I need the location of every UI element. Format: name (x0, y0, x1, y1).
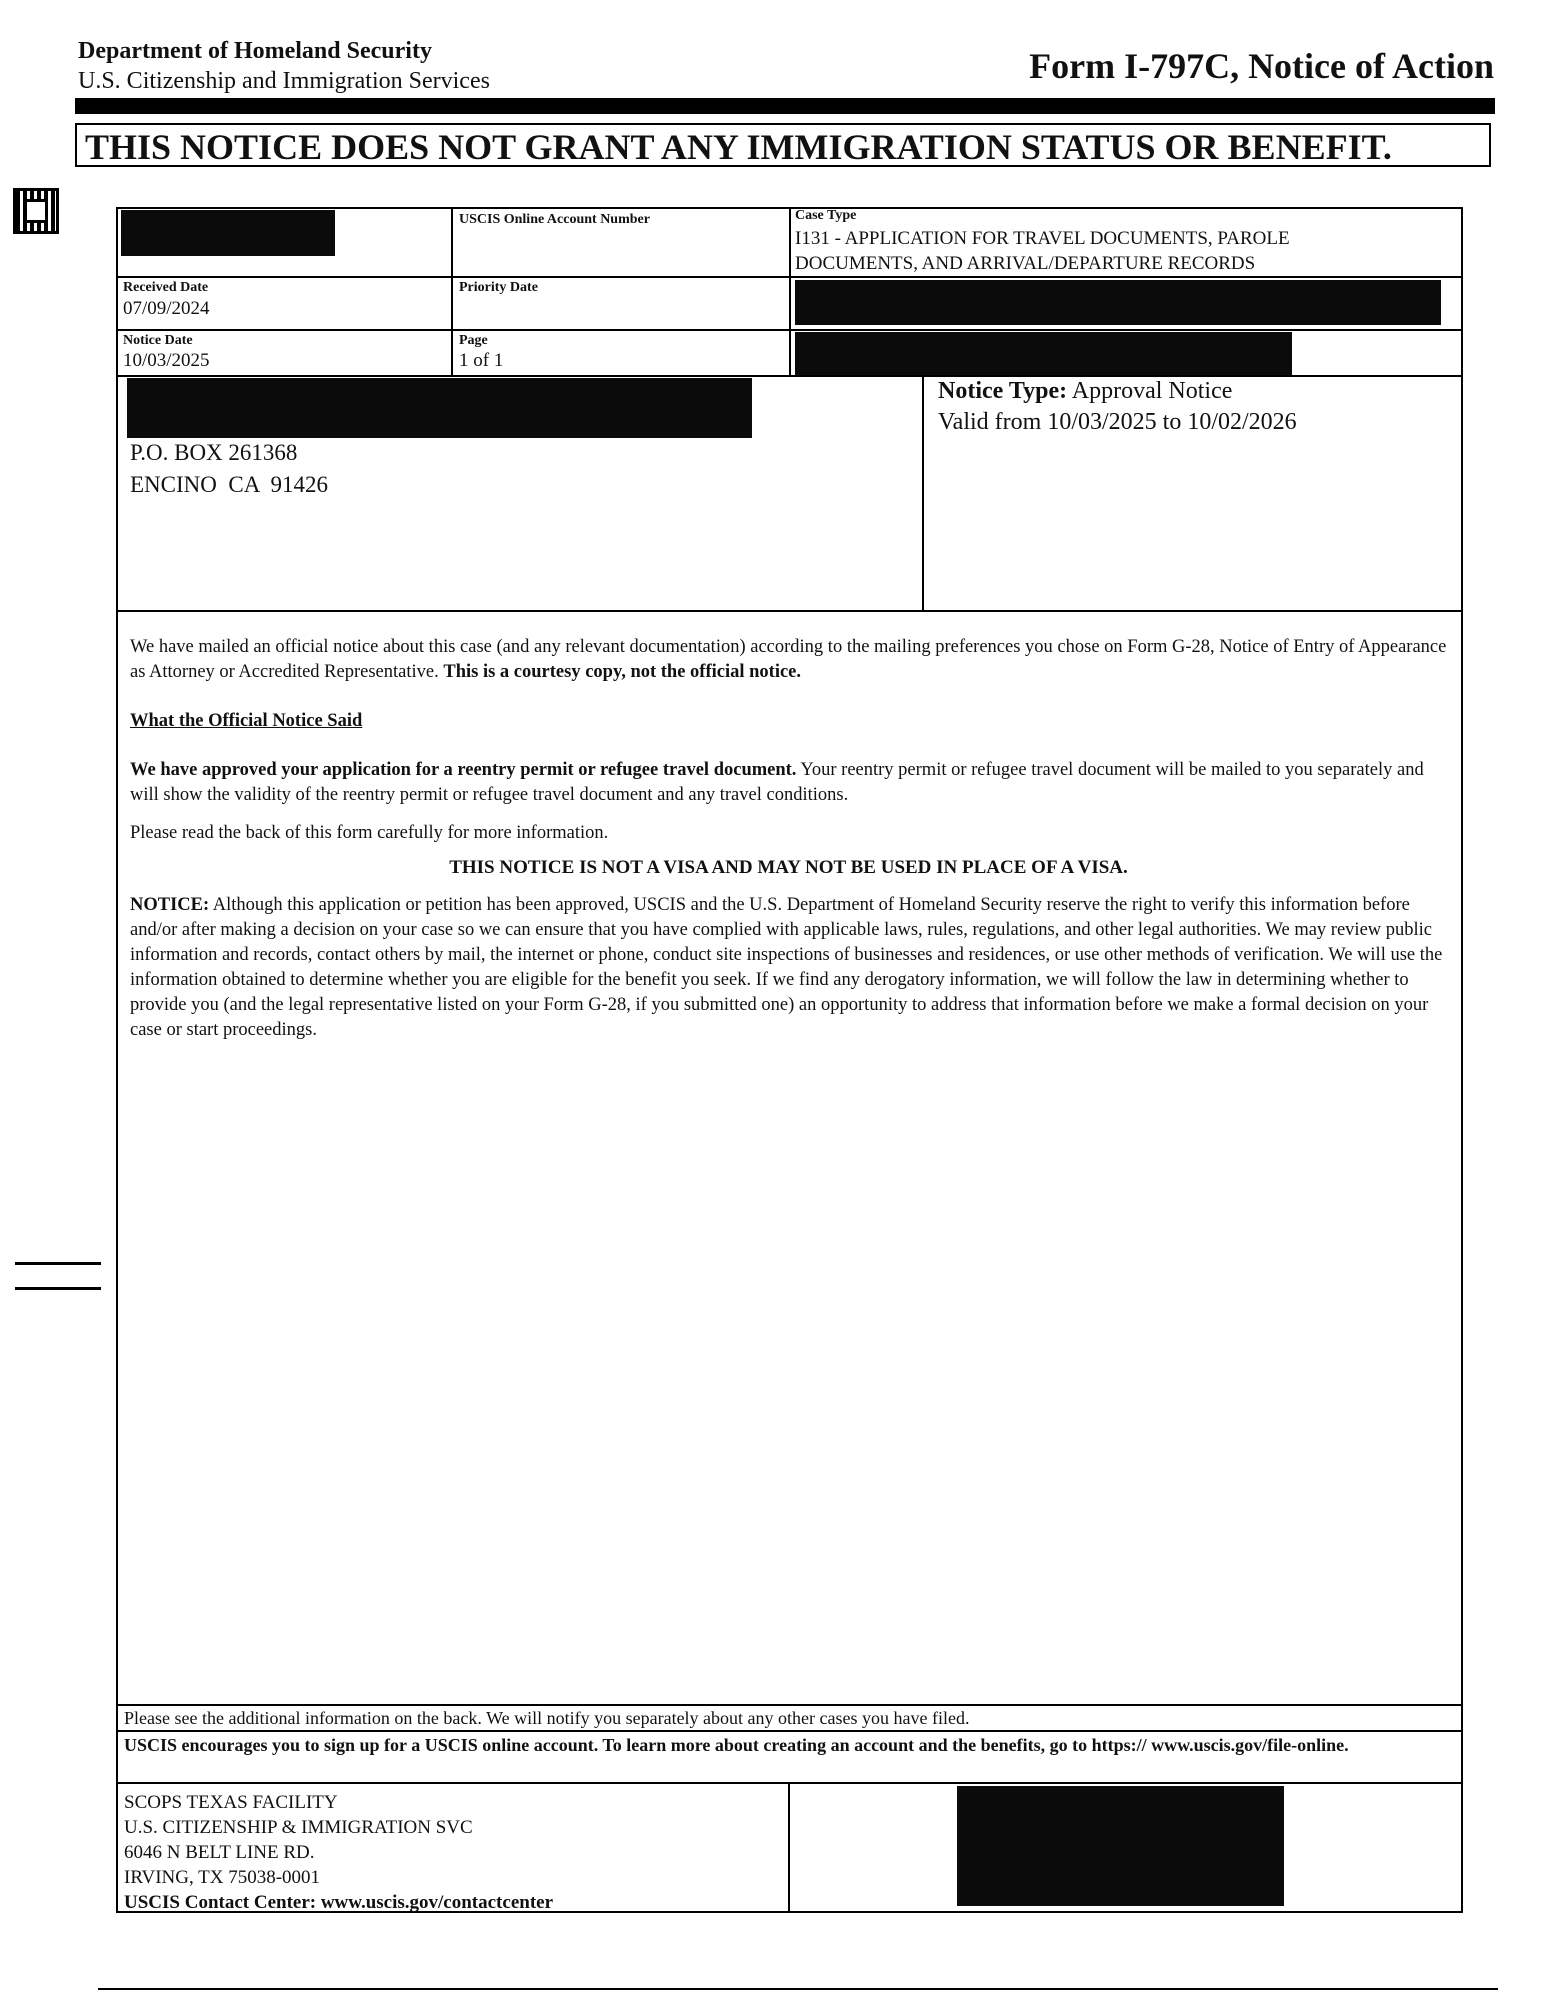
courtesy-copy-paragraph (130, 635, 1450, 685)
header-rule (75, 98, 1495, 114)
section-heading (130, 709, 1450, 734)
read-back-paragraph: Please read the back of this form carefully for more information. (130, 823, 609, 843)
additional-info-note: Please see the additional information on the back. We will notify you separately about any other cases you have filed. (124, 1708, 970, 1728)
grid-rule (116, 1730, 1463, 1732)
notice-type-label: Notice Type: (938, 378, 1068, 404)
grid-rule (451, 207, 453, 377)
redacted-recipient-name (127, 378, 752, 438)
scan-mark (15, 1262, 101, 1265)
office-line-2: U.S. CITIZENSHIP & IMMIGRATION SVC (124, 1817, 473, 1838)
priority-date-label: Priority Date (459, 280, 538, 295)
approval-bold: We have approved your application for a reentry permit or refugee travel document. (130, 760, 797, 780)
account-number-label: USCIS Online Account Number (459, 212, 650, 227)
redacted-field (795, 280, 1441, 325)
courtesy-copy-text: We have mailed an official notice about this case (and any relevant documentation) according to the mailing preferences you chose on Form G-28, Notice of Entry of Appearance as Attorney or Accredited Representative. (130, 637, 1447, 682)
visa-notice: THIS NOTICE IS NOT A VISA AND MAY NOT BE USED IN PLACE OF A VISA. (449, 857, 1128, 878)
grid-rule (116, 1704, 1463, 1706)
online-account-note: USCIS encourages you to sign up for a USCIS online account. To learn more about creating an account and the benefits, go to https:// www.uscis.gov/file-online. (124, 1735, 1349, 1755)
case-type-label: Case Type (795, 208, 857, 223)
approval-paragraph (130, 758, 1450, 808)
barcode-finder (24, 199, 48, 223)
verification-notice-label: NOTICE: (130, 895, 210, 915)
notice-type (938, 378, 1232, 405)
case-type-value: I131 - APPLICATION FOR TRAVEL DOCUMENTS, PAROLE DOCUMENTS, AND ARRIVAL/DEPARTURE RECORDS (795, 228, 1290, 274)
notice-date-value: 10/03/2025 (123, 350, 210, 371)
grid-rule (789, 207, 791, 377)
notice-frame (116, 207, 1463, 1913)
page-label: Page (459, 333, 488, 348)
office-line-1: SCOPS TEXAS FACILITY (124, 1792, 338, 1813)
redacted-receipt-number (121, 210, 335, 256)
grid-rule (116, 610, 1463, 612)
received-date-label: Received Date (123, 280, 209, 295)
barcode-icon (13, 188, 59, 234)
approval-text: Your reentry permit or refugee travel document will be mailed to you separately and will show the validity of the reentry permit or refugee travel document and any travel conditions. (130, 760, 1424, 805)
notice-date-label: Notice Date (123, 333, 193, 348)
contact-center: USCIS Contact Center: www.uscis.gov/contactcenter (124, 1892, 554, 1913)
redacted-field (795, 332, 1292, 375)
received-date-value: 07/09/2024 (123, 298, 210, 319)
courtesy-copy-bold: This is a courtesy copy, not the official notice. (443, 662, 802, 682)
verification-notice-paragraph (130, 893, 1450, 1043)
validity-period: Valid from 10/03/2025 to 10/02/2026 (938, 409, 1297, 435)
page-value: 1 of 1 (459, 350, 504, 371)
address-line-1: P.O. BOX 261368 (130, 440, 298, 465)
grid-rule (788, 1782, 790, 1913)
notice-type-value: Approval Notice (1071, 378, 1233, 404)
section-heading-text: What the Official Notice Said (130, 711, 363, 731)
office-line-4: IRVING, TX 75038-0001 (124, 1867, 321, 1888)
grid-rule (922, 375, 924, 612)
office-address (124, 1790, 553, 1915)
agency-name: Department of Homeland Security (78, 38, 432, 64)
form-title: Form I-797C, Notice of Action (1029, 46, 1494, 86)
status-warning-banner: THIS NOTICE DOES NOT GRANT ANY IMMIGRATION STATUS OR BENEFIT. (75, 123, 1491, 167)
redacted-barcode (957, 1786, 1284, 1906)
page-footer-rule (98, 1988, 1498, 1990)
scan-mark (15, 1287, 101, 1290)
agency-subtitle: U.S. Citizenship and Immigration Services (78, 68, 490, 94)
office-line-3: 6046 N BELT LINE RD. (124, 1842, 315, 1863)
verification-notice-text: Although this application or petition has been approved, USCIS and the U.S. Department of Homeland Security reserve the right to verify this information before and/or after making a decision on your case so we can ensure that you have complied with applicable laws, rules, regulations, and other legal authorities. We may review public information and records, contact others by mail, the internet or phone, conduct site inspections of businesses and residences, or use other methods of verification. We will use the information obtained to determine whether you are eligible for the benefit you seek. If we find any derogatory information, we will follow the law in determining whether to provide you (and the legal representative listed on your Form G-28, if you submitted one) an opportunity to address that information before we make a formal decision on your case or start proceedings. (130, 895, 1443, 1040)
address-line-2: ENCINO CA 91426 (130, 472, 329, 497)
